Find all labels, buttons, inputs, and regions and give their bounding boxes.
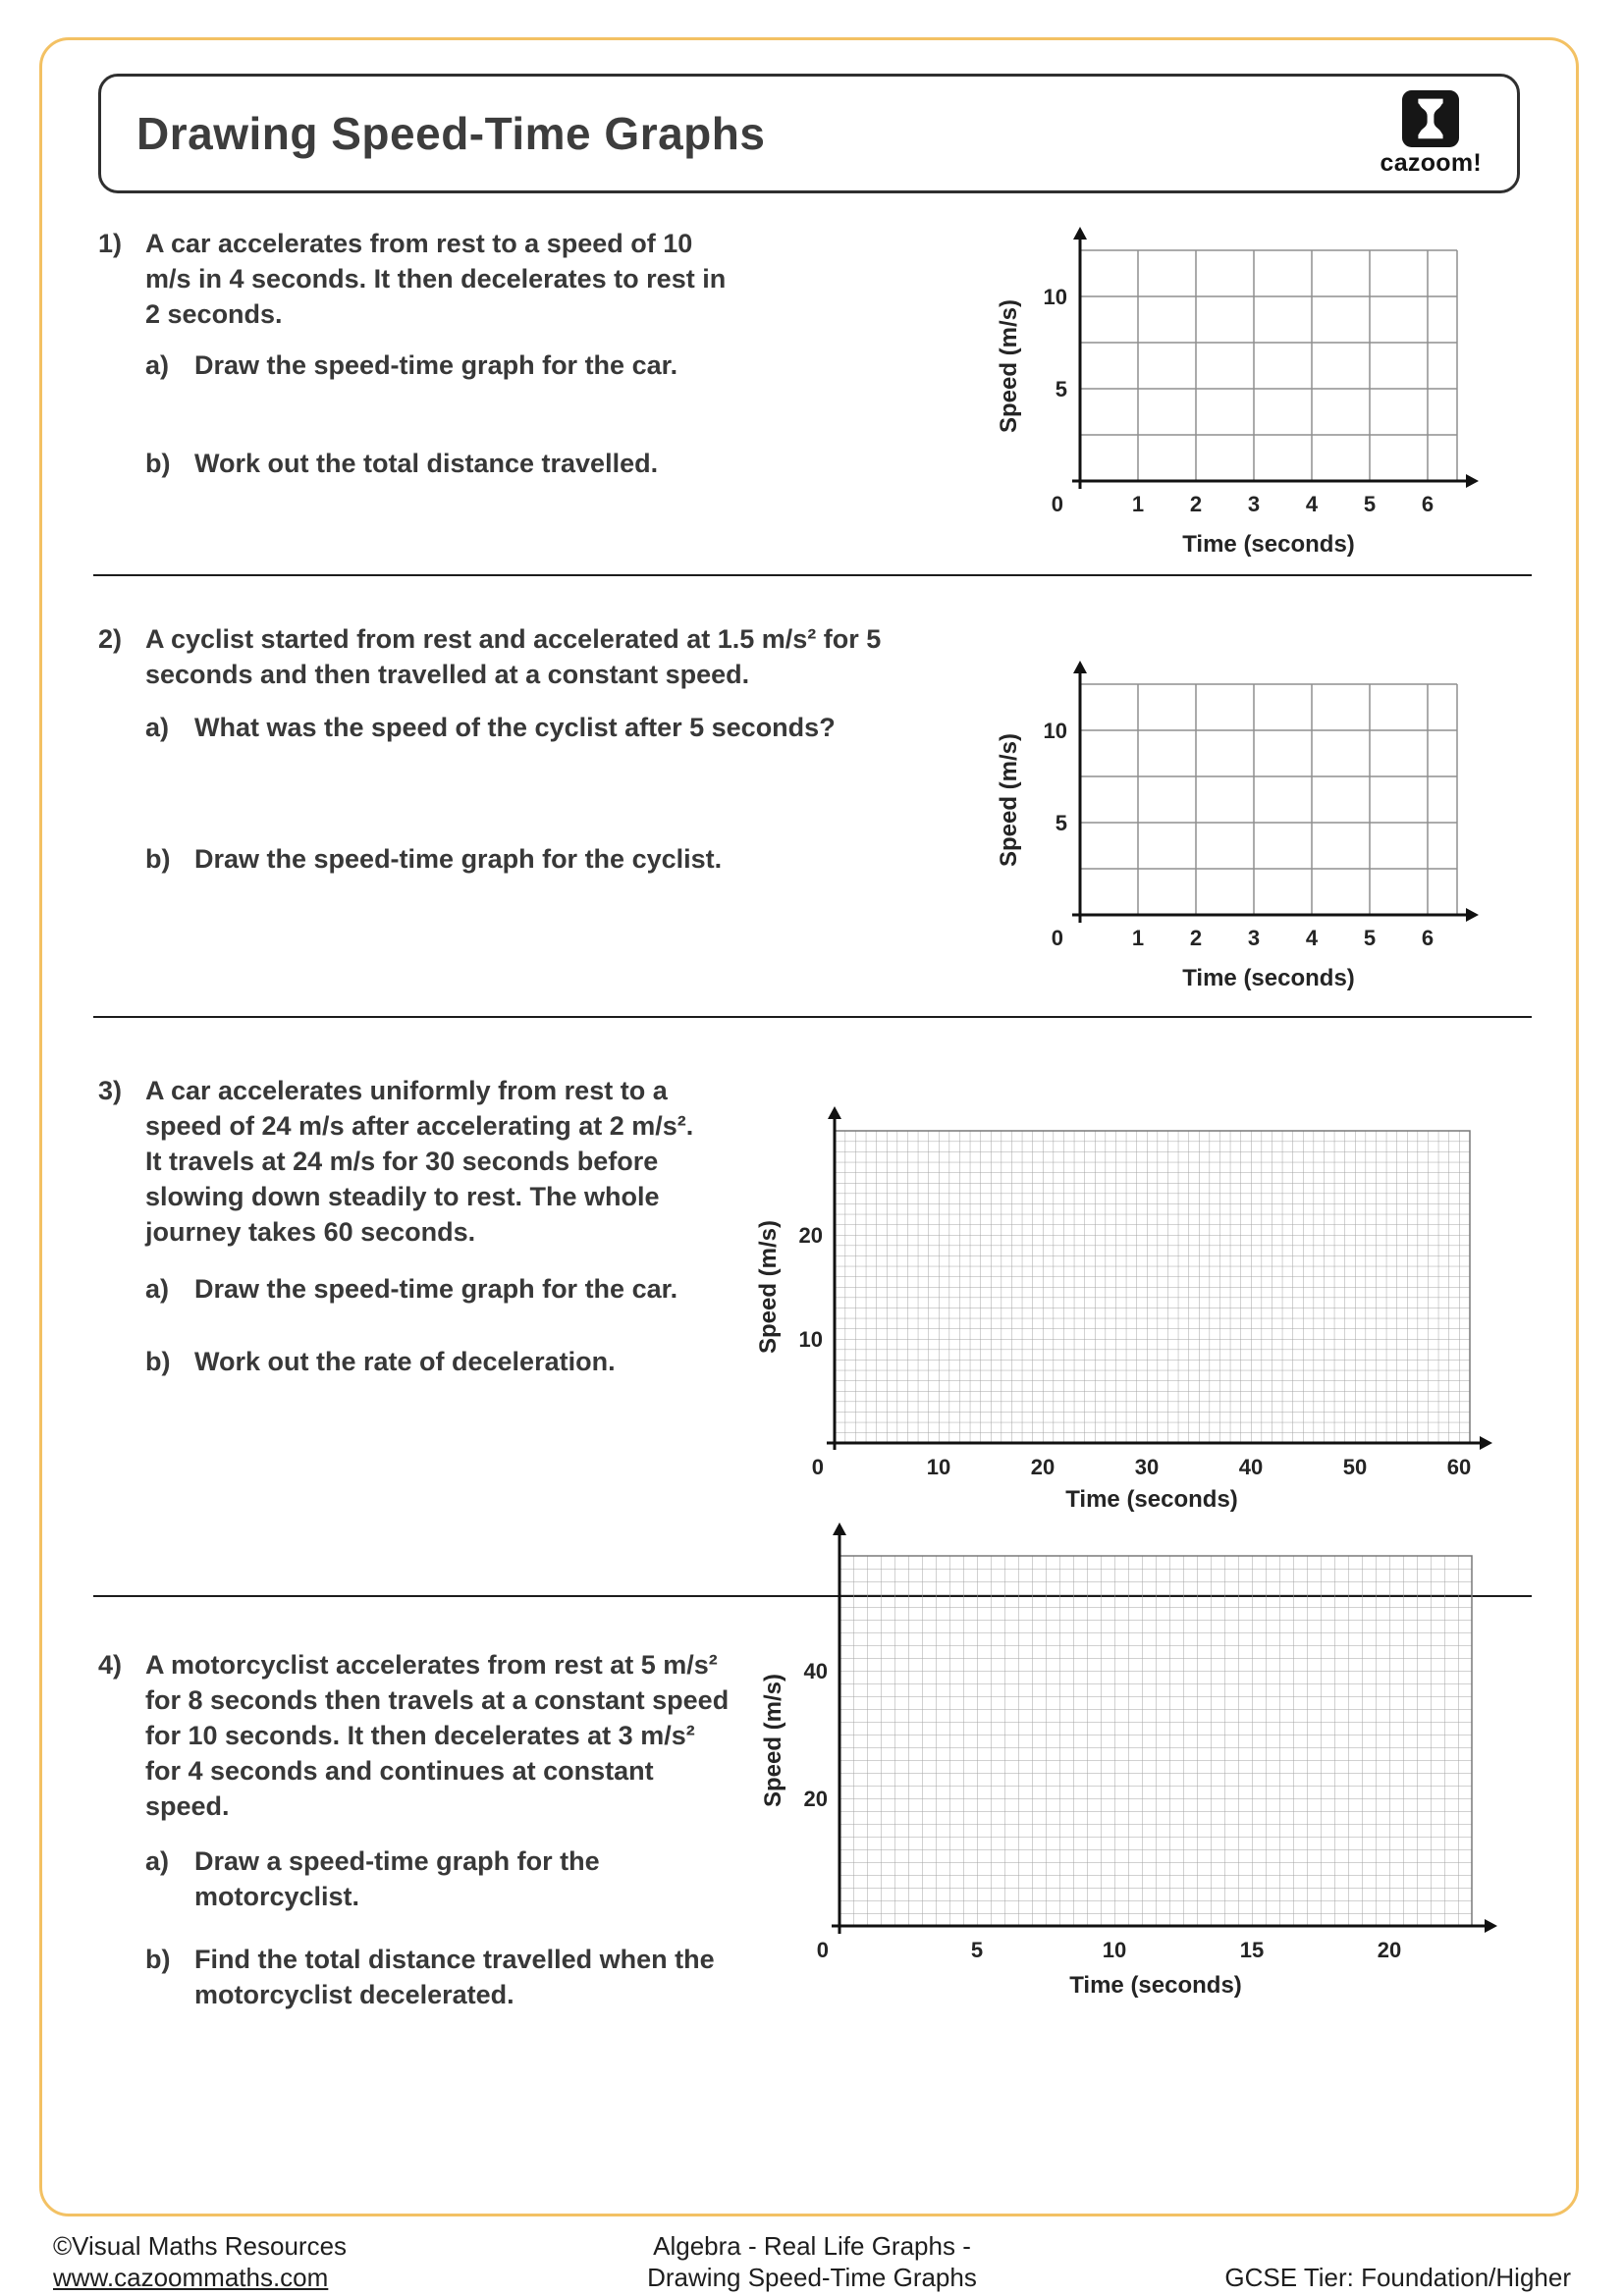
speed-time-graph-1 xyxy=(987,226,1537,560)
question-text: A car accelerates uniformly from rest to a speed of 24 m/s after accelerating at 2 m/s². It travels at 24 m/s for 30 seconds before slowing down steadily to rest. The whole journey takes 60 seconds. xyxy=(145,1076,694,1247)
y-tick: 40 xyxy=(803,1659,828,1683)
x-tick: 10 xyxy=(926,1455,951,1479)
y-axis-title: Speed (m/s) xyxy=(755,1219,782,1355)
footer-center xyxy=(475,2230,1149,2293)
x-tick: 2 xyxy=(1189,926,1203,950)
y-tick: 20 xyxy=(803,1787,828,1811)
grid-lines xyxy=(1080,684,1457,915)
section-divider xyxy=(93,574,1532,576)
x-tick: 5 xyxy=(970,1938,984,1962)
origin-label: 0 xyxy=(1051,492,1063,516)
gcse-tier-text: GCSE Tier: Foundation/Higher xyxy=(1224,2263,1571,2292)
header-box xyxy=(98,74,1520,193)
grid-lines xyxy=(1080,250,1457,481)
part-text: Draw the speed-time graph for the cyclist. xyxy=(194,844,723,874)
question-1-part-a xyxy=(98,347,736,383)
part-text: Draw a speed-time graph for the motorcyclist. xyxy=(194,1846,600,1911)
speed-time-graph-3 xyxy=(751,1104,1497,1517)
part-label: b) xyxy=(145,449,171,478)
question-number: 2) xyxy=(98,624,123,654)
x-tick: 4 xyxy=(1305,492,1319,516)
x-tick: 4 xyxy=(1305,926,1319,950)
question-4-part-b xyxy=(98,1942,736,2012)
question-4 xyxy=(98,1647,736,2012)
x-axis-title: Time (seconds) xyxy=(1182,965,1355,991)
part-label: a) xyxy=(145,1274,170,1304)
x-tick: 10 xyxy=(1102,1938,1127,1962)
question-2-part-a xyxy=(98,710,903,745)
part-text: Find the total distance travelled when the motorcyclist decelerated. xyxy=(194,1945,715,2009)
question-4-part-a xyxy=(98,1843,736,1914)
question-number: 1) xyxy=(98,229,123,258)
part-label: b) xyxy=(145,1945,171,1974)
part-text: Work out the total distance travelled. xyxy=(194,449,659,478)
y-axis-arrow-icon xyxy=(833,1522,846,1535)
website-link[interactable]: www.cazoommaths.com xyxy=(53,2263,329,2292)
part-text: Work out the rate of deceleration. xyxy=(194,1347,616,1376)
x-tick: 20 xyxy=(1030,1455,1056,1479)
part-label: a) xyxy=(145,1846,170,1876)
y-tick: 5 xyxy=(1055,377,1067,401)
question-3-part-b xyxy=(98,1344,707,1379)
footer-topic-line1: Algebra - Real Life Graphs - xyxy=(653,2231,971,2261)
x-axis-title: Time (seconds) xyxy=(1182,531,1355,558)
x-tick: 60 xyxy=(1446,1455,1472,1479)
y-tick: 10 xyxy=(1043,285,1067,309)
x-axis-arrow-icon xyxy=(1466,908,1479,922)
y-tick: 10 xyxy=(798,1327,823,1352)
cazoom-wordmark: cazoom! xyxy=(1380,148,1482,177)
cazoom-logo xyxy=(1380,90,1482,178)
origin-label: 0 xyxy=(1051,926,1063,950)
origin-label: 0 xyxy=(816,1938,829,1962)
x-tick: 2 xyxy=(1189,492,1203,516)
footer-left xyxy=(53,2230,475,2293)
question-2 xyxy=(98,621,903,877)
question-text: A motorcyclist accelerates from rest at 5 m/s² for 8 seconds then travels at a constant speed for 10 seconds. It then decelerates at 3 m/s² for 4 seconds and continues at constant speed. xyxy=(145,1650,730,1821)
y-tick: 20 xyxy=(798,1223,823,1248)
y-tick: 5 xyxy=(1055,811,1067,835)
speed-time-graph-4 xyxy=(756,1519,1502,2009)
y-axis-arrow-icon xyxy=(828,1106,841,1119)
question-text: A car accelerates from rest to a speed of 10 m/s in 4 seconds. It then decelerates to rest in 2 seconds. xyxy=(145,229,727,329)
x-axis-title: Time (seconds) xyxy=(1069,1972,1242,1999)
question-3-part-a xyxy=(98,1271,707,1307)
x-tick: 15 xyxy=(1239,1938,1265,1962)
x-tick: 6 xyxy=(1421,926,1435,950)
question-2-part-b xyxy=(98,841,903,877)
part-label: a) xyxy=(145,713,170,742)
part-text: Draw the speed-time graph for the car. xyxy=(194,350,678,380)
question-1-part-b xyxy=(98,446,736,481)
y-axis-arrow-icon xyxy=(1073,661,1087,673)
part-label: b) xyxy=(145,844,171,874)
x-tick: 50 xyxy=(1342,1455,1368,1479)
footer-tier xyxy=(1149,2262,1571,2293)
question-3 xyxy=(98,1073,707,1379)
y-axis-arrow-icon xyxy=(1073,227,1087,240)
question-1 xyxy=(98,226,736,481)
x-tick: 5 xyxy=(1363,926,1377,950)
x-tick: 3 xyxy=(1247,492,1261,516)
y-axis-title: Speed (m/s) xyxy=(996,298,1022,434)
y-axis-title: Speed (m/s) xyxy=(996,732,1022,868)
grid-area xyxy=(839,1556,1472,1926)
x-axis-arrow-icon xyxy=(1480,1436,1492,1450)
grid-area xyxy=(835,1131,1470,1443)
x-tick: 6 xyxy=(1421,492,1435,516)
x-axis-arrow-icon xyxy=(1485,1919,1497,1933)
x-tick: 30 xyxy=(1134,1455,1160,1479)
y-tick: 10 xyxy=(1043,719,1067,743)
question-text: A cyclist started from rest and accelerated at 1.5 m/s² for 5 seconds and then travelled at a constant speed. xyxy=(145,624,882,689)
x-axis-arrow-icon xyxy=(1466,474,1479,488)
section-divider xyxy=(93,1016,1532,1018)
origin-label: 0 xyxy=(811,1455,824,1479)
part-text: Draw the speed-time graph for the car. xyxy=(194,1274,678,1304)
question-number: 3) xyxy=(98,1076,123,1105)
x-tick: 1 xyxy=(1131,492,1145,516)
footer-topic-line2: Drawing Speed-Time Graphs xyxy=(647,2263,977,2292)
x-tick: 1 xyxy=(1131,926,1145,950)
part-label: a) xyxy=(145,350,170,380)
x-axis-title: Time (seconds) xyxy=(1065,1486,1238,1513)
x-tick: 40 xyxy=(1238,1455,1264,1479)
footer xyxy=(53,2230,1571,2293)
cazoom-logo-icon xyxy=(1402,90,1459,147)
part-label: b) xyxy=(145,1347,171,1376)
question-number: 4) xyxy=(98,1650,123,1680)
page-title: Drawing Speed-Time Graphs xyxy=(136,108,766,159)
y-axis-title: Speed (m/s) xyxy=(760,1673,786,1808)
copyright-text: ©Visual Maths Resources xyxy=(53,2231,348,2261)
x-tick: 20 xyxy=(1377,1938,1402,1962)
x-tick: 5 xyxy=(1363,492,1377,516)
x-tick: 3 xyxy=(1247,926,1261,950)
part-text: What was the speed of the cyclist after 5 seconds? xyxy=(194,713,836,742)
speed-time-graph-2 xyxy=(987,660,1537,993)
